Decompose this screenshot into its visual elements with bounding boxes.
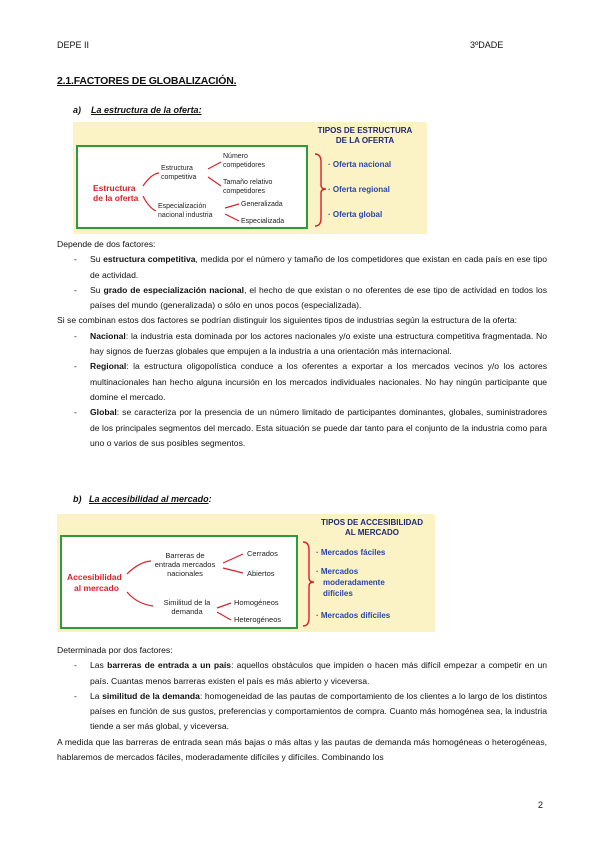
list-item: - Las barreras de entrada a un país: aquellos obstáculos que impiden o hacen más difícil empezar a competir en un país. Cuantas menos barreras existen el país es más abierto y viceversa.	[74, 660, 547, 686]
page-number: 2	[537, 800, 543, 810]
section-title: 2.1.FACTORES DE GLOBALIZACIÓN.	[57, 75, 237, 87]
panel-title-line1: TIPOS DE ESTRUCTURA	[317, 126, 413, 135]
type-national: · Oferta nacional	[328, 160, 392, 169]
list-item: - La similitud de la demanda: homogeneidad de las pautas de comportamiento de los clientes a lo largo de los distintos países en función de sus gustos, preferencias y comportamientos de compra. Cuanto más homogénea sea, la industria tiende a ser más global, y viceversa.	[74, 690, 548, 732]
leaf-heterogeneous: Heterogéneos	[234, 615, 282, 624]
market-accessibility-diagram	[57, 514, 435, 632]
combination-paragraph: Si se combinan estos dos factores se podrían distinguir los siguientes tipos de industrias según la estructura de la oferta:	[57, 315, 518, 326]
type-global: · Oferta global	[328, 210, 383, 219]
panel-title-line1: TIPOS DE ACCESIBILIDAD	[321, 518, 423, 527]
branch-specialization-line2: nacional industria	[158, 212, 213, 219]
branch-barriers-line3: nacionales	[167, 569, 203, 578]
diagram-root-line2: al mercado	[74, 583, 119, 593]
list-item: - Su grado de especialización nacional, el hecho de que existan o no oferentes de ese tipo de actividad en todos los países del mundo (generalizada) o sólo en unos pocos (especializada).	[74, 284, 548, 311]
market-accessibility-text	[57, 643, 547, 765]
type-regional: · Oferta regional	[328, 185, 390, 194]
factors-intro: Depende de dos factores:	[57, 239, 156, 249]
leaf-competitors-number-line2: competidores	[223, 162, 266, 169]
list-item: - Global: se caracteriza por la presencia de un número limitado de participantes dominantes, globales, suministradores de los principales segmentos del mercado. Esta situación se puede dar tanto para el conjunto de la industria como para uno o varios de sus posibles segmentos.	[74, 407, 547, 448]
list-item: - Nacional: la industria esta dominada por los actores nacionales y/o existe una estructura competitiva fragmentada. No hay signos de fuerzas globales que empujen a la industria a una orientación más internacional.	[74, 330, 547, 357]
header-group: 3ºDADE	[470, 40, 504, 50]
leaf-competitors-number-line1: Número	[223, 153, 248, 160]
diagram-root-line1: Estructura	[93, 183, 136, 193]
panel-title-line2: AL MERCADO	[344, 528, 400, 537]
list-item: - Regional: la estructura oligopolística conduce a los oferentes a exportar a los mercados vecinos y/o los actores multinacionales han hecho alguna incursión en los mercados individuales nacionales. No hay ningún participante que domine el mercado.	[74, 361, 547, 402]
list-item: - Su estructura competitiva, medida por el número y tamaño de los competidores que existan en cada país en ese tipo de actividad.	[74, 254, 547, 280]
leaf-generalized: Generalizada	[241, 201, 283, 208]
branch-barriers-line1: Barreras de	[165, 551, 205, 560]
branch-demand-line2: demanda	[171, 607, 203, 616]
leaf-relative-size-line1: Tamaño relativo	[223, 179, 273, 186]
branch-demand-line1: Similitud de la	[163, 598, 211, 607]
leaf-specialized: Especializada	[241, 218, 285, 225]
subsection-a-letter: a)	[73, 105, 82, 115]
diagram-root-line1: Accesibilidad	[67, 572, 122, 582]
subsection-b-letter: b)	[73, 494, 82, 504]
branch-competitive-line2: competitiva	[161, 174, 197, 181]
branch-specialization-line1: Especialización	[158, 203, 207, 210]
subsection-b-title: La accesibilidad al mercado	[89, 494, 209, 504]
panel-title-line2: DE LA OFERTA	[335, 136, 395, 145]
leaf-closed: Cerrados	[247, 549, 278, 558]
branch-competitive-line1: Estructura	[161, 165, 193, 172]
subsection-a-heading	[73, 105, 202, 115]
header-course: DEPE II	[57, 40, 90, 50]
subsection-b-heading: b) La accesibilidad al mercado:	[73, 494, 212, 504]
type-moderate-line1: · Mercados	[316, 567, 359, 576]
final-paragraph: A medida que las barreras de entrada sean más bajas o más altas y las pautas de demanda más homogéneas o heterogéneas, hablaremos de mercados fáciles, moderadamente difíciles y difíciles. Combinando los	[57, 736, 547, 763]
supply-structure-text	[57, 237, 547, 451]
leaf-relative-size-line2: competidores	[223, 188, 266, 195]
leaf-homogeneous: Homogéneos	[234, 598, 279, 607]
diagram-root-line2: de la oferta	[93, 193, 139, 203]
factors-intro: Determinada por dos factores:	[57, 645, 173, 655]
type-difficult-markets: · Mercados difíciles	[316, 611, 391, 620]
leaf-open: Abiertos	[247, 569, 275, 578]
type-moderate-line2: moderadamente	[323, 578, 385, 587]
type-easy-markets: · Mercados fáciles	[316, 548, 386, 557]
branch-barriers-line2: entrada mercados	[154, 560, 216, 569]
supply-structure-diagram	[73, 122, 427, 234]
subsection-a-title: La estructura de la oferta:	[91, 105, 202, 115]
type-moderate-line3: difíciles	[323, 589, 353, 598]
